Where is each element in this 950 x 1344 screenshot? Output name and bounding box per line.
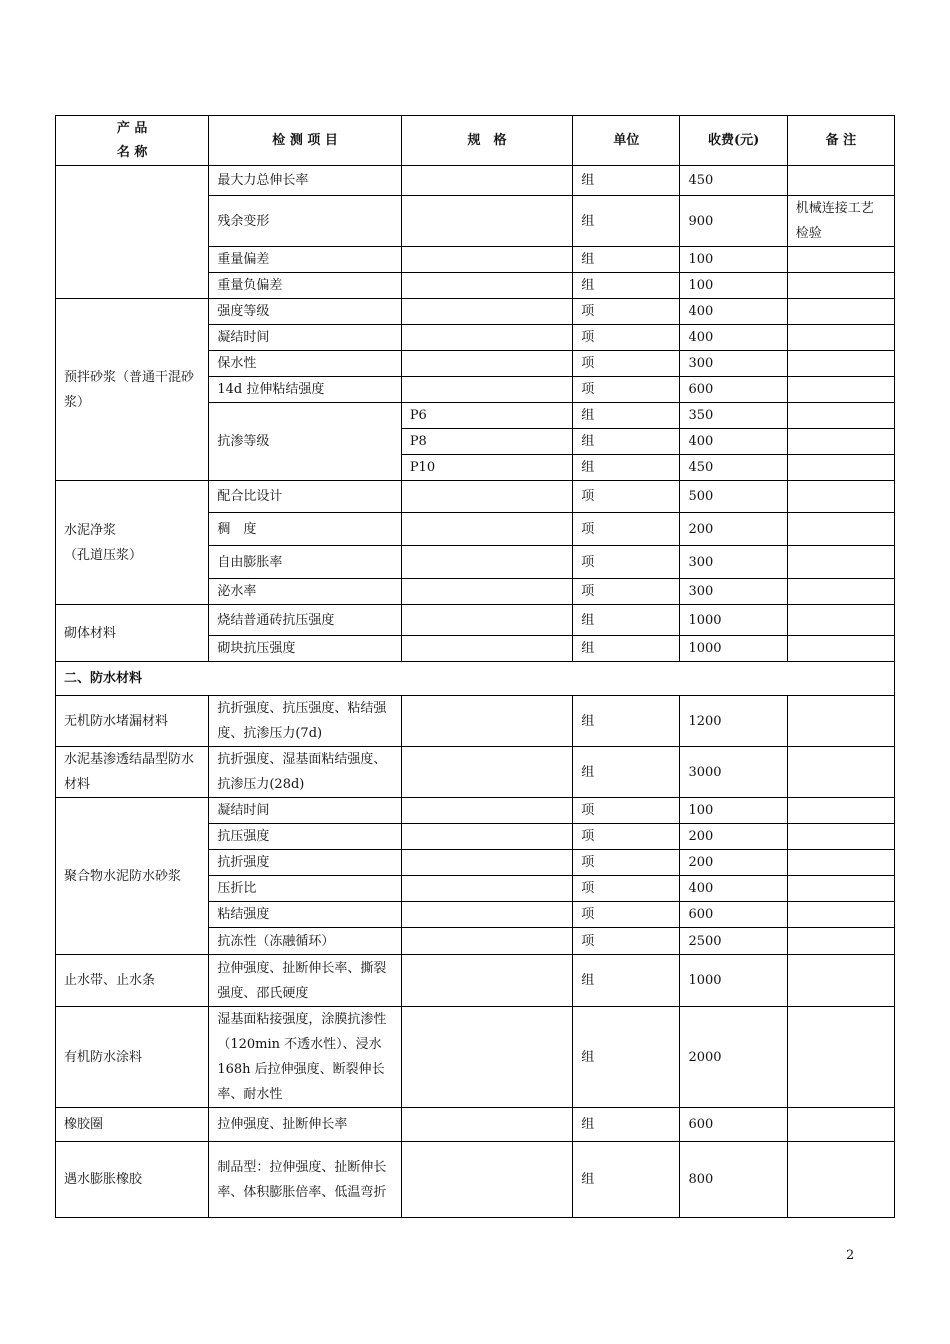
- fee-cell: 100: [680, 273, 787, 299]
- product-name-cell: [56, 481, 209, 605]
- note-cell: 机械连接工艺检验: [787, 196, 894, 247]
- table-row: [56, 166, 895, 196]
- table-row: [56, 299, 895, 325]
- fee-cell: 600: [680, 1108, 787, 1142]
- product-name-cell: 无机防水堵漏材料: [56, 696, 209, 747]
- section-title: 二、防水材料: [56, 662, 895, 696]
- note-cell: [787, 1142, 894, 1218]
- product-name-cell: 水泥基渗透结晶型防水材料: [56, 747, 209, 798]
- note-cell: [787, 403, 894, 429]
- item-cell: 稠 度: [209, 513, 401, 546]
- note-cell: [787, 955, 894, 1007]
- header-item: 检 测 项 目: [209, 116, 401, 166]
- unit-cell: 项: [573, 876, 680, 902]
- item-cell: 抗渗等级: [209, 403, 401, 481]
- fee-cell: 2500: [680, 928, 787, 955]
- spec-cell: P10: [401, 455, 572, 481]
- unit-cell: 项: [573, 325, 680, 351]
- item-cell: 泌水率: [209, 579, 401, 605]
- note-cell: [787, 166, 894, 196]
- fee-cell: 400: [680, 325, 787, 351]
- item-cell: 抗折强度: [209, 850, 401, 876]
- unit-cell: 组: [573, 605, 680, 636]
- unit-cell: 项: [573, 513, 680, 546]
- note-cell: [787, 696, 894, 747]
- spec-cell: [401, 696, 572, 747]
- item-cell: 粘结强度: [209, 902, 401, 928]
- note-cell: [787, 1007, 894, 1108]
- spec-cell: [401, 351, 572, 377]
- note-cell: [787, 636, 894, 662]
- item-cell: 强度等级: [209, 299, 401, 325]
- spec-cell: [401, 1142, 572, 1218]
- header-product-name: [56, 116, 209, 166]
- note-cell: [787, 299, 894, 325]
- spec-cell: [401, 747, 572, 798]
- item-cell: 抗压强度: [209, 824, 401, 850]
- item-cell: 砌块抗压强度: [209, 636, 401, 662]
- unit-cell: 项: [573, 377, 680, 403]
- item-cell: 重量负偏差: [209, 273, 401, 299]
- fee-cell: 1000: [680, 636, 787, 662]
- spec-cell: [401, 824, 572, 850]
- item-cell: 烧结普通砖抗压强度: [209, 605, 401, 636]
- table-row: [56, 747, 895, 798]
- unit-cell: 组: [573, 273, 680, 299]
- unit-cell: 组: [573, 696, 680, 747]
- item-cell: 拉伸强度、扯断伸长率、撕裂强度、邵氏硬度: [209, 955, 401, 1007]
- item-cell: 重量偏差: [209, 247, 401, 273]
- spec-cell: [401, 876, 572, 902]
- product-name-cell: 遇水膨胀橡胶: [56, 1142, 209, 1218]
- unit-cell: 组: [573, 247, 680, 273]
- product-name-cell: 预拌砂浆（普通干混砂浆）: [56, 299, 209, 481]
- item-cell: 制品型：拉伸强度、扯断伸长率、体积膨胀倍率、低温弯折: [209, 1142, 401, 1218]
- note-cell: [787, 1108, 894, 1142]
- item-cell: 残余变形: [209, 196, 401, 247]
- spec-cell: [401, 1108, 572, 1142]
- fee-cell: 300: [680, 579, 787, 605]
- spec-cell: [401, 273, 572, 299]
- note-cell: [787, 747, 894, 798]
- header-row: [56, 116, 895, 166]
- header-spec: 规 格: [401, 116, 572, 166]
- unit-cell: 组: [573, 1108, 680, 1142]
- product-name-cell: 砌体材料: [56, 605, 209, 662]
- spec-cell: [401, 325, 572, 351]
- item-cell: 抗折强度、湿基面粘结强度、抗渗压力(28d): [209, 747, 401, 798]
- unit-cell: 项: [573, 798, 680, 824]
- note-cell: [787, 377, 894, 403]
- note-cell: [787, 928, 894, 955]
- fee-cell: 800: [680, 1142, 787, 1218]
- table-row: [56, 605, 895, 636]
- unit-cell: 组: [573, 455, 680, 481]
- spec-cell: [401, 1007, 572, 1108]
- fee-cell: 900: [680, 196, 787, 247]
- note-cell: [787, 824, 894, 850]
- note-cell: [787, 798, 894, 824]
- fee-cell: 400: [680, 876, 787, 902]
- note-cell: [787, 455, 894, 481]
- fee-cell: 400: [680, 299, 787, 325]
- fee-cell: 3000: [680, 747, 787, 798]
- note-cell: [787, 546, 894, 579]
- item-cell: 抗折强度、抗压强度、粘结强度、抗渗压力(7d): [209, 696, 401, 747]
- spec-cell: [401, 546, 572, 579]
- fee-cell: 500: [680, 481, 787, 513]
- header-product-name-line1: 产 品: [116, 120, 148, 136]
- fee-cell: 100: [680, 247, 787, 273]
- item-cell: 保水性: [209, 351, 401, 377]
- product-name-cell: 橡胶圈: [56, 1108, 209, 1142]
- header-fee: 收费(元): [680, 116, 787, 166]
- unit-cell: 项: [573, 850, 680, 876]
- item-cell: 14d 拉伸粘结强度: [209, 377, 401, 403]
- spec-cell: [401, 902, 572, 928]
- unit-cell: 项: [573, 824, 680, 850]
- product-name-cell: 聚合物水泥防水砂浆: [56, 798, 209, 955]
- unit-cell: 项: [573, 351, 680, 377]
- note-cell: [787, 247, 894, 273]
- unit-cell: 项: [573, 579, 680, 605]
- fee-cell: 1000: [680, 605, 787, 636]
- unit-cell: 项: [573, 902, 680, 928]
- table-row: [56, 1142, 895, 1218]
- table-row: [56, 1007, 895, 1108]
- unit-cell: 组: [573, 166, 680, 196]
- unit-cell: 组: [573, 636, 680, 662]
- fee-cell: 450: [680, 455, 787, 481]
- item-cell: 凝结时间: [209, 325, 401, 351]
- fee-table: [55, 115, 895, 1218]
- unit-cell: 组: [573, 429, 680, 455]
- note-cell: [787, 876, 894, 902]
- table-row: [56, 798, 895, 824]
- fee-cell: 1000: [680, 955, 787, 1007]
- spec-cell: [401, 928, 572, 955]
- header-note: 备 注: [787, 116, 894, 166]
- unit-cell: 组: [573, 747, 680, 798]
- product-name-line2: （孔道压浆）: [64, 547, 143, 563]
- unit-cell: 组: [573, 1142, 680, 1218]
- fee-cell: 400: [680, 429, 787, 455]
- fee-cell: 350: [680, 403, 787, 429]
- spec-cell: [401, 196, 572, 247]
- note-cell: [787, 902, 894, 928]
- table-row: [56, 481, 895, 513]
- fee-cell: 1200: [680, 696, 787, 747]
- item-cell: 最大力总伸长率: [209, 166, 401, 196]
- fee-cell: 200: [680, 824, 787, 850]
- spec-cell: P8: [401, 429, 572, 455]
- fee-cell: 450: [680, 166, 787, 196]
- fee-cell: 300: [680, 546, 787, 579]
- spec-cell: [401, 579, 572, 605]
- item-cell: 凝结时间: [209, 798, 401, 824]
- item-cell: 自由膨胀率: [209, 546, 401, 579]
- table-row: [56, 955, 895, 1007]
- unit-cell: 组: [573, 403, 680, 429]
- fee-cell: 300: [680, 351, 787, 377]
- note-cell: [787, 481, 894, 513]
- spec-cell: [401, 955, 572, 1007]
- spec-cell: [401, 299, 572, 325]
- product-name-line1: 水泥净浆: [64, 522, 117, 538]
- product-name-cell: [56, 166, 209, 299]
- item-cell: 拉伸强度、扯断伸长率: [209, 1108, 401, 1142]
- product-name-cell: 止水带、止水条: [56, 955, 209, 1007]
- fee-cell: 2000: [680, 1007, 787, 1108]
- spec-cell: [401, 798, 572, 824]
- unit-cell: 组: [573, 196, 680, 247]
- note-cell: [787, 579, 894, 605]
- note-cell: [787, 325, 894, 351]
- header-product-name-line2: 名 称: [116, 144, 148, 160]
- spec-cell: P6: [401, 403, 572, 429]
- unit-cell: 项: [573, 546, 680, 579]
- table-row: [56, 696, 895, 747]
- item-cell: 压折比: [209, 876, 401, 902]
- header-unit: 单位: [573, 116, 680, 166]
- spec-cell: [401, 636, 572, 662]
- fee-cell: 600: [680, 902, 787, 928]
- spec-cell: [401, 605, 572, 636]
- fee-cell: 600: [680, 377, 787, 403]
- note-cell: [787, 273, 894, 299]
- spec-cell: [401, 166, 572, 196]
- table-row: [56, 1108, 895, 1142]
- note-cell: [787, 351, 894, 377]
- note-cell: [787, 605, 894, 636]
- unit-cell: 组: [573, 955, 680, 1007]
- page-number: 2: [846, 1248, 855, 1263]
- unit-cell: 组: [573, 1007, 680, 1108]
- note-cell: [787, 513, 894, 546]
- unit-cell: 项: [573, 928, 680, 955]
- product-name-cell: 有机防水涂料: [56, 1007, 209, 1108]
- fee-cell: 200: [680, 850, 787, 876]
- note-cell: [787, 429, 894, 455]
- spec-cell: [401, 377, 572, 403]
- spec-cell: [401, 513, 572, 546]
- fee-cell: 200: [680, 513, 787, 546]
- unit-cell: 项: [573, 299, 680, 325]
- item-cell: 配合比设计: [209, 481, 401, 513]
- item-cell: 抗冻性（冻融循环）: [209, 928, 401, 955]
- spec-cell: [401, 481, 572, 513]
- spec-cell: [401, 850, 572, 876]
- spec-cell: [401, 247, 572, 273]
- fee-cell: 100: [680, 798, 787, 824]
- section-row: [56, 662, 895, 696]
- item-cell: 湿基面粘接强度，涂膜抗渗性（120min 不透水性）、浸水 168h 后拉伸强度、断裂伸长率、耐水性: [209, 1007, 401, 1108]
- note-cell: [787, 850, 894, 876]
- unit-cell: 项: [573, 481, 680, 513]
